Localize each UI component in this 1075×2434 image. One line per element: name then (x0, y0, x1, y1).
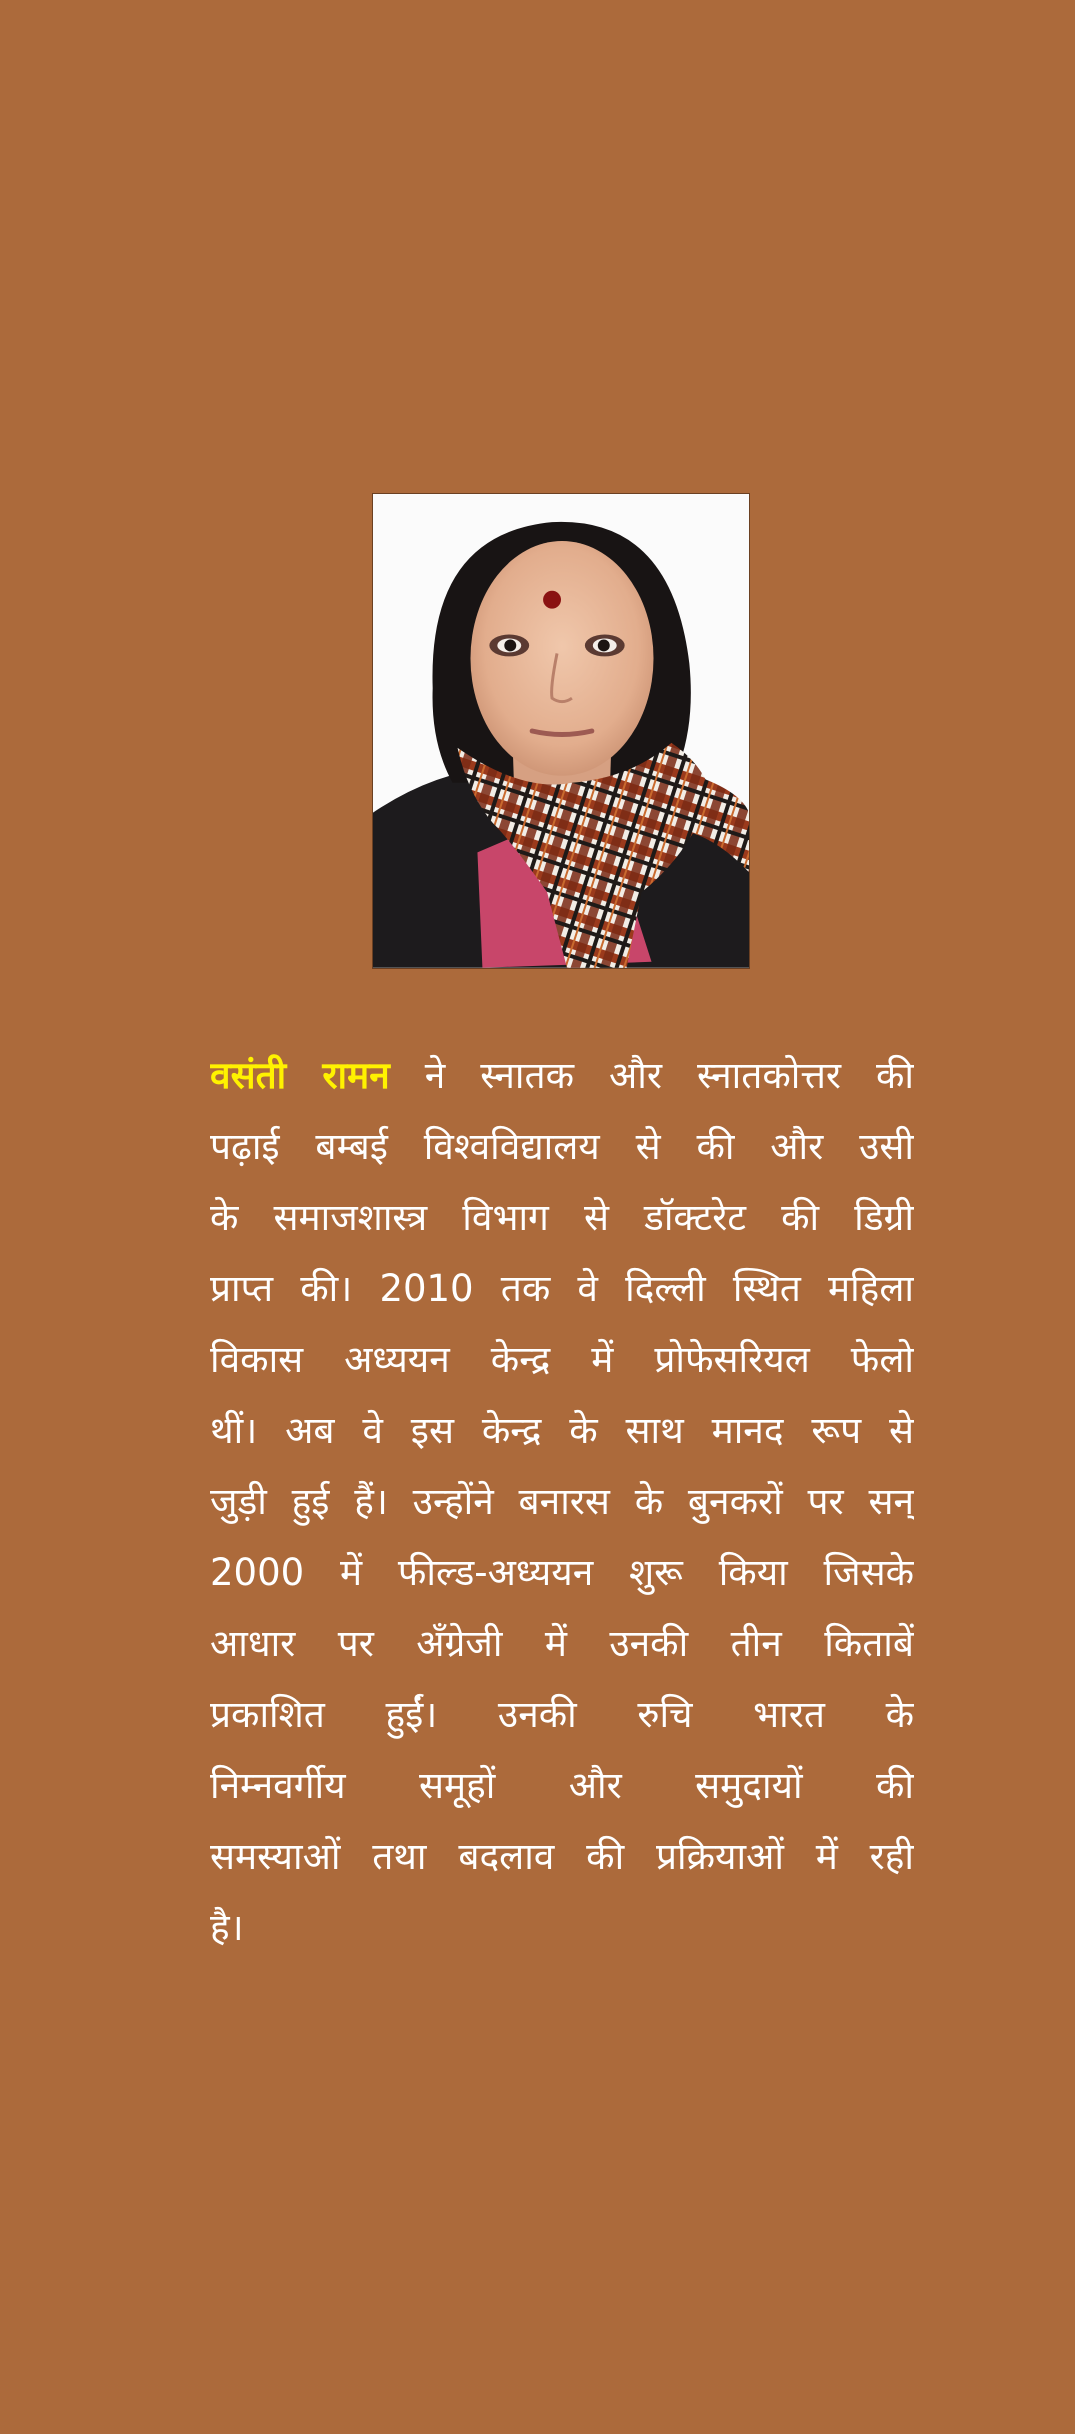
author-photo (372, 493, 750, 969)
bio-line: आधार पर अँग्रेजी में उनकी तीन किताबें (210, 1622, 914, 1665)
bio-line: पढ़ाई बम्बई विश्वविद्यालय से की और उसी (210, 1125, 914, 1168)
bio-line: 2000 में फील्ड-अध्ययन शुरू किया जिसके (210, 1551, 914, 1594)
bio-line (210, 1040, 914, 1111)
author-name: वसंती रामन (210, 1054, 390, 1097)
bio-line: प्राप्त की। 2010 तक वे दिल्ली स्थित महिला (210, 1267, 914, 1310)
author-portrait-icon (373, 494, 749, 968)
bio-line-text: ने स्नातक और स्नातकोत्तर की (389, 1054, 914, 1097)
bio-line: जुड़ी हुई हैं। उन्होंने बनारस के बुनकरों पर सन् (210, 1480, 914, 1523)
author-bio (210, 1040, 914, 1963)
bio-line: है। (210, 1906, 244, 1949)
bio-line: प्रकाशित हुईं। उनकी रुचि भारत के (210, 1693, 914, 1736)
bio-line: समस्याओं तथा बदलाव की प्रक्रियाओं में रही (210, 1835, 914, 1878)
bio-line: थीं। अब वे इस केन्द्र के साथ मानद रूप से (210, 1409, 914, 1452)
bio-line: विकास अध्ययन केन्द्र में प्रोफेसरियल फेलो (210, 1338, 914, 1381)
bio-line: के समाजशास्त्र विभाग से डॉक्टरेट की डिग्री (210, 1196, 914, 1239)
bio-line: निम्नवर्गीय समूहों और समुदायों की (210, 1764, 914, 1807)
